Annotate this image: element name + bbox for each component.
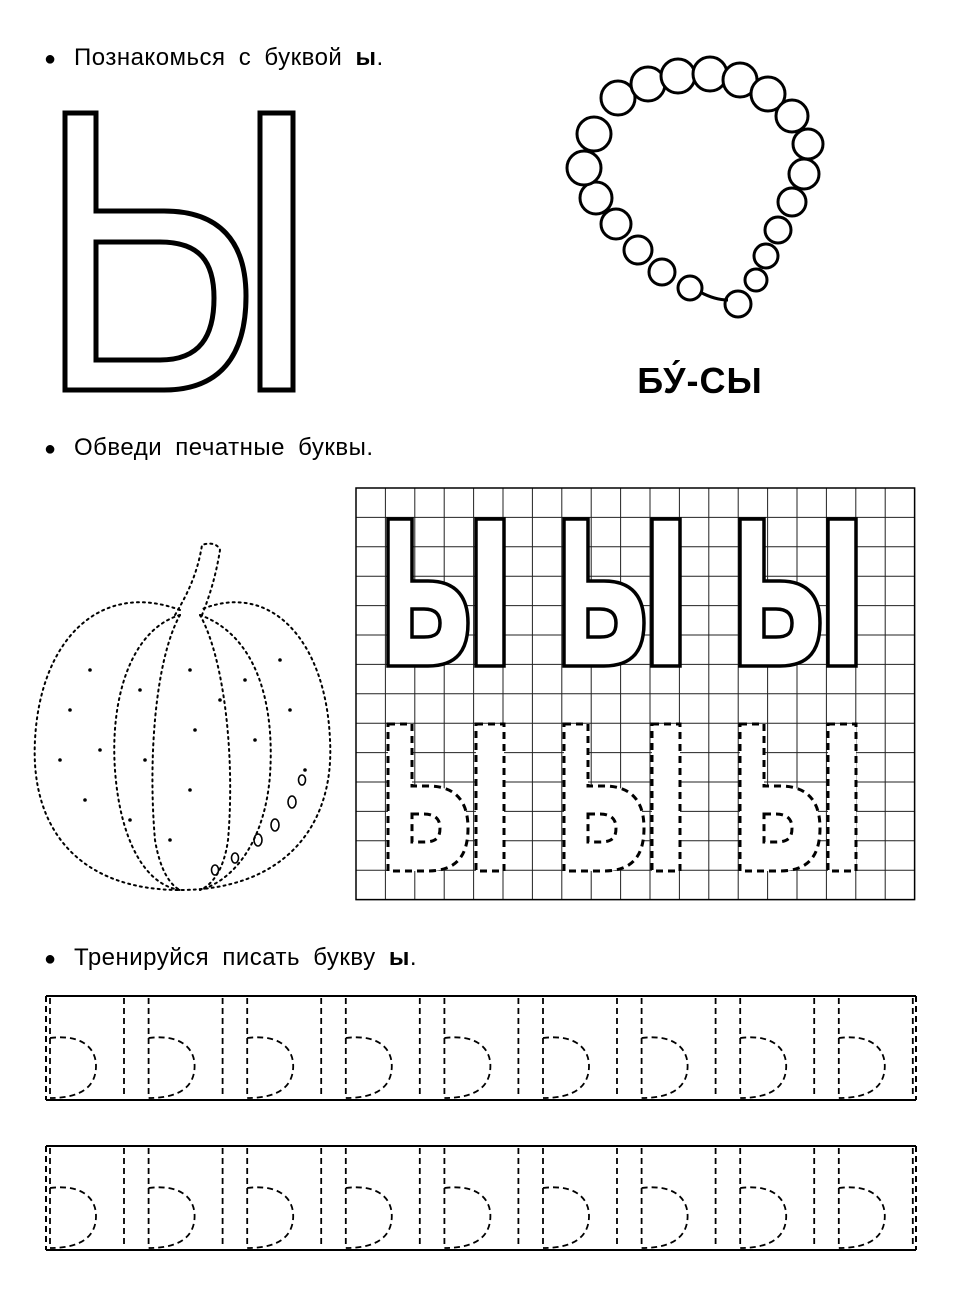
bead — [778, 188, 806, 216]
practice-letter — [247, 998, 321, 1098]
practice-letter — [444, 1148, 518, 1248]
bead — [567, 151, 601, 185]
dashed-letter — [388, 724, 504, 871]
pumpkin-dotted-picture — [30, 540, 340, 920]
bead — [661, 59, 695, 93]
instruction-practice-letter — [44, 944, 417, 972]
practice-letter — [346, 1148, 420, 1248]
instruction-text: Познакомься с буквой — [74, 44, 356, 71]
practice-letter — [444, 998, 518, 1098]
bead — [580, 182, 612, 214]
letter-grid — [356, 488, 918, 902]
outline-letter — [564, 519, 680, 666]
big-letter-outline — [60, 108, 310, 400]
practice-row — [46, 996, 916, 1100]
bead — [765, 217, 791, 243]
practice-row — [46, 1146, 916, 1250]
outline-letter — [388, 519, 504, 666]
bead — [631, 67, 665, 101]
bead — [678, 276, 702, 300]
practice-letter — [543, 998, 617, 1098]
instruction-end: . — [376, 44, 384, 71]
bead — [624, 236, 652, 264]
instruction-letter: ы — [388, 944, 410, 971]
bullet-icon: ● — [44, 48, 57, 70]
clasp — [700, 292, 728, 300]
bead — [754, 244, 778, 268]
practice-letter — [740, 998, 814, 1098]
practice-letter — [50, 1148, 124, 1248]
bead — [789, 159, 819, 189]
practice-letter — [642, 1148, 716, 1248]
instruction-meet-letter — [44, 44, 384, 72]
bead — [776, 100, 808, 132]
bead — [745, 269, 767, 291]
instruction-letter: ы — [355, 44, 377, 71]
bullet-icon: ● — [44, 438, 57, 460]
practice-letter — [839, 998, 913, 1098]
bead — [577, 117, 611, 151]
practice-letter — [149, 998, 223, 1098]
bead — [693, 57, 727, 91]
outline-letter — [740, 519, 856, 666]
instruction-trace-letters — [44, 434, 374, 462]
instruction-end: . — [409, 944, 417, 971]
bead — [725, 291, 751, 317]
practice-letter — [346, 998, 420, 1098]
instruction-text: Обведи печатные буквы. — [74, 434, 374, 461]
instruction-text: Тренируйся писать букву — [74, 944, 389, 971]
picture-word: БУ́-СЫ — [637, 360, 763, 401]
bead — [793, 129, 823, 159]
practice-letter — [247, 1148, 321, 1248]
practice-letter — [543, 1148, 617, 1248]
bead — [601, 209, 631, 239]
practice-letter — [839, 1148, 913, 1248]
beads-picture — [560, 60, 840, 330]
practice-letter — [740, 1148, 814, 1248]
practice-letter — [50, 998, 124, 1098]
dashed-letter — [564, 724, 680, 871]
bullet-icon: ● — [44, 948, 57, 970]
practice-lines — [44, 994, 920, 1254]
bead — [649, 259, 675, 285]
practice-letter — [642, 998, 716, 1098]
practice-letter — [149, 1148, 223, 1248]
dashed-letter — [740, 724, 856, 871]
